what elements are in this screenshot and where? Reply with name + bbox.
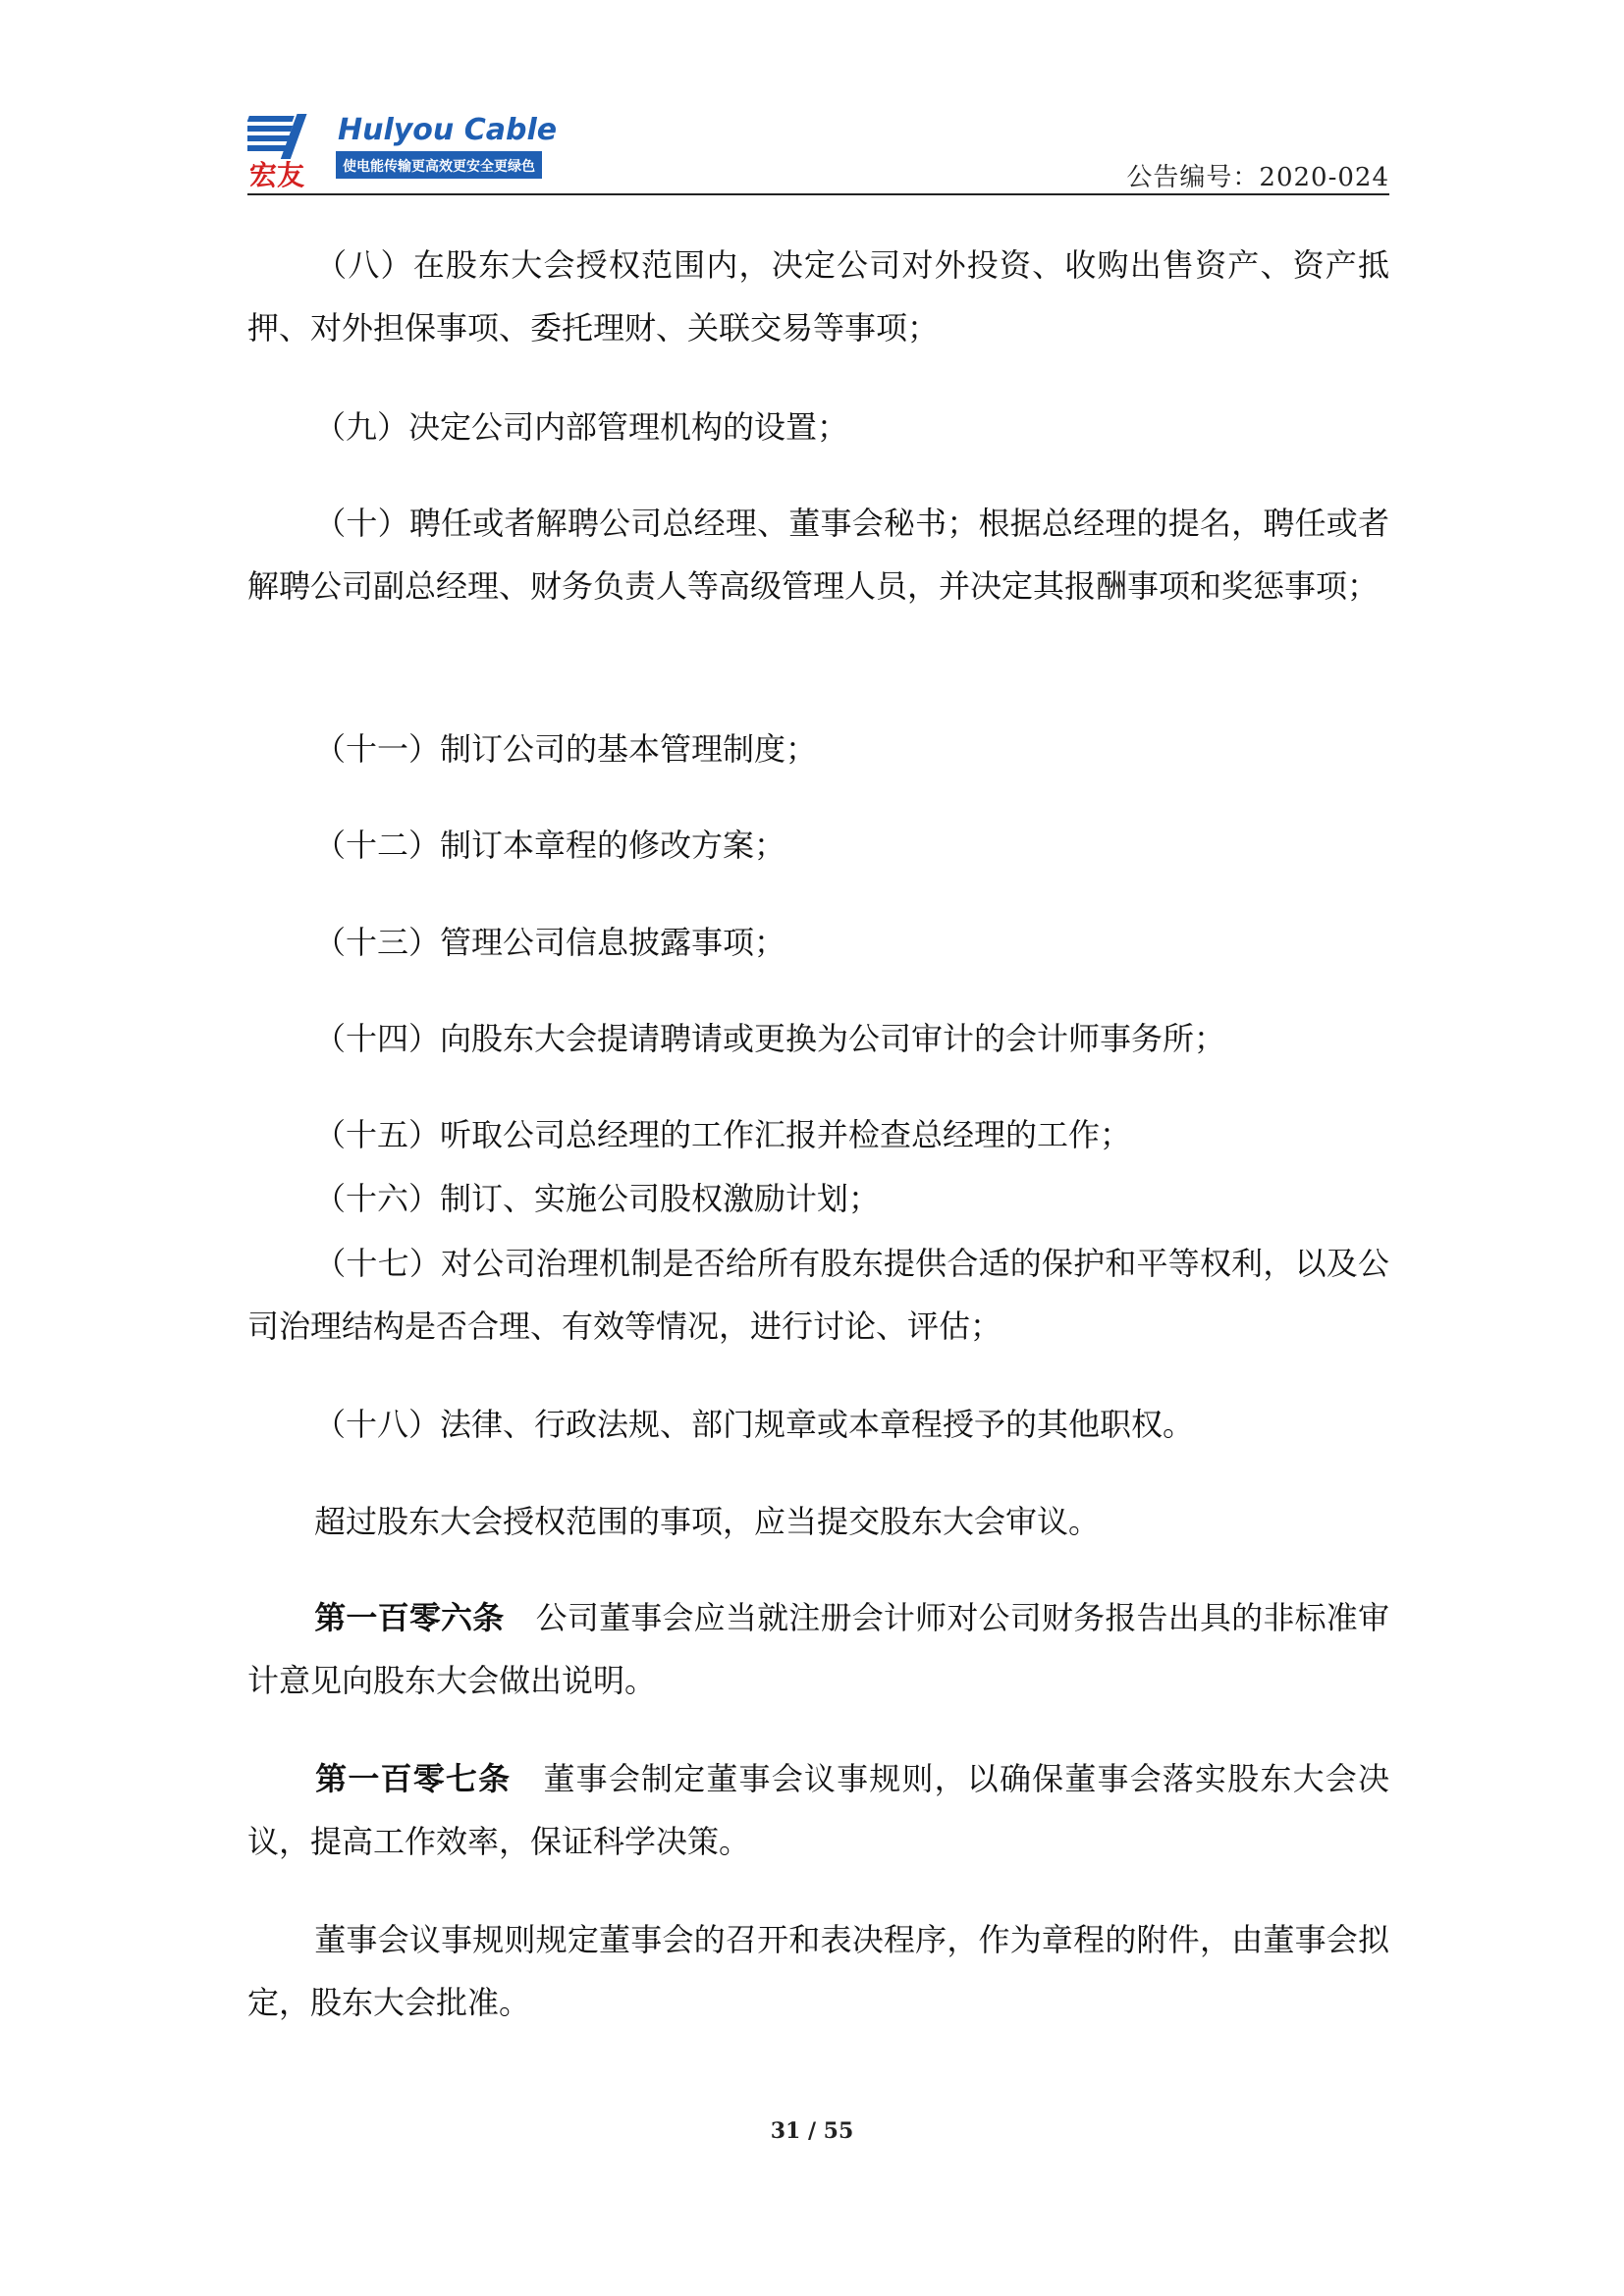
paragraph-item-11: （十一）制订公司的基本管理制度；	[314, 730, 818, 768]
article-106-title: 第一百零六条	[314, 1599, 505, 1636]
logo-en-text: Hulyou Cable	[338, 113, 558, 147]
paragraph-item-9: （九）决定公司内部管理机构的设置；	[314, 408, 849, 446]
paragraph-item-14: （十四）向股东大会提请聘请或更换为公司审计的会计师事务所；	[314, 1020, 1226, 1057]
paragraph-item-17: （十七）对公司治理机制是否给所有股东提供合适的保护和平等权利，以及公司治理结构是否合理、有效等情况，进行讨论、评估；	[247, 1245, 1389, 1345]
article-107-title: 第一百零七条	[314, 1760, 512, 1797]
announcement-number: 公告编号：2020-024	[1126, 163, 1389, 192]
paragraph-item-18: （十八）法律、行政法规、部门规章或本章程授予的其他职权。	[314, 1406, 1195, 1443]
article-107: 第一百零七条 董事会制定董事会议事规则，以确保董事会落实股东大会决议，提高工作效率，保证科学决策。	[247, 1760, 1389, 1860]
paragraph-item-12: （十二）制订本章程的修改方案；	[314, 827, 786, 864]
paragraph-item-16: （十六）制订、实施公司股权激励计划；	[314, 1180, 881, 1217]
header-divider	[247, 193, 1389, 195]
paragraph-item-8: （八）在股东大会授权范围内，决定公司对外投资、收购出售资产、资产抵押、对外担保事项、委托理财、关联交易等事项；	[247, 246, 1389, 347]
paragraph-item-15: （十五）听取公司总经理的工作汇报并检查总经理的工作；	[314, 1116, 1132, 1153]
logo-cn-text: 宏友	[249, 159, 305, 188]
logo-slogan-text: 使电能传输更高效更安全更绿色	[343, 159, 535, 175]
page-number: 31 / 55	[770, 2118, 854, 2144]
paragraph-closing: 董事会议事规则规定董事会的召开和表决程序，作为章程的附件，由董事会拟定，股东大会批准。	[247, 1921, 1389, 2021]
paragraph-item-13: （十三）管理公司信息披露事项；	[314, 924, 786, 961]
company-logo	[247, 110, 562, 188]
paragraph-item-10: （十）聘任或者解聘公司总经理、董事会秘书；根据总经理的提名，聘任或者解聘公司副总经理、财务负责人等高级管理人员，并决定其报酬事项和奖惩事项；	[247, 505, 1389, 605]
paragraph-board-scope: 超过股东大会授权范围的事项，应当提交股东大会审议。	[314, 1503, 1101, 1540]
article-106: 第一百零六条 公司董事会应当就注册会计师对公司财务报告出具的非标准审计意见向股东大会做出说明。	[247, 1599, 1389, 1699]
